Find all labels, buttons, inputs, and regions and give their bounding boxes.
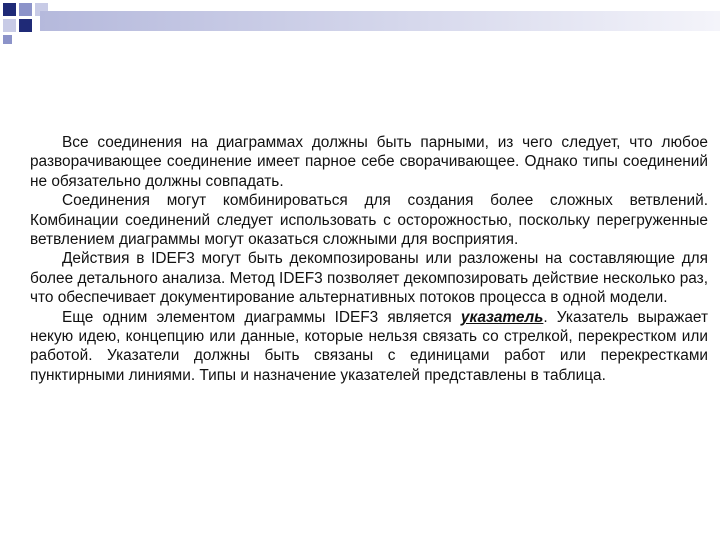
decor-square — [19, 19, 32, 32]
paragraph-1: Все соединения на диаграммах должны быть парными, из чего следует, что любое разворачивающее соединение имеет парное себе сворачивающее. Однако типы соединений не обязательно должны совпадать. — [30, 134, 708, 190]
paragraph-4-start: Еще одним элементом диаграммы IDEF3 является — [62, 308, 461, 326]
term-pointer: указатель — [460, 308, 544, 326]
paragraph-2: Соединения могут комбинироваться для создания более сложных ветвлений. Комбинации соединений следует использовать с осторожностью, поскольку перегруженные ветвлением диаграммы могут оказаться сложными для восприятия. — [30, 192, 708, 249]
decor-square — [3, 35, 12, 44]
paragraph-3: Действия в IDEF3 могут быть декомпозированы или разложены на составляющие для более детального анализа. Метод IDEF3 позволяет декомпозировать действие несколько раз, что обеспечивает документирование альтернативных потоков процесса в одной модели. — [30, 250, 708, 307]
slide-text — [30, 133, 708, 385]
slide-decoration — [0, 0, 720, 44]
paragraph-4 — [30, 308, 708, 386]
decor-square — [3, 3, 16, 16]
paragraph-4-end: . Указатель выражает некую идею, концепцию или данные, которые нельзя связать со стрелкой, перекрестком или работой. Указатели должны быть связаны с единицами работ или перекрестками пунктирными линиями. Типы и назначение указателей представлены в таблица. — [30, 308, 708, 384]
decor-header-bar — [40, 11, 720, 31]
decor-square — [3, 19, 16, 32]
decor-square — [19, 3, 32, 16]
